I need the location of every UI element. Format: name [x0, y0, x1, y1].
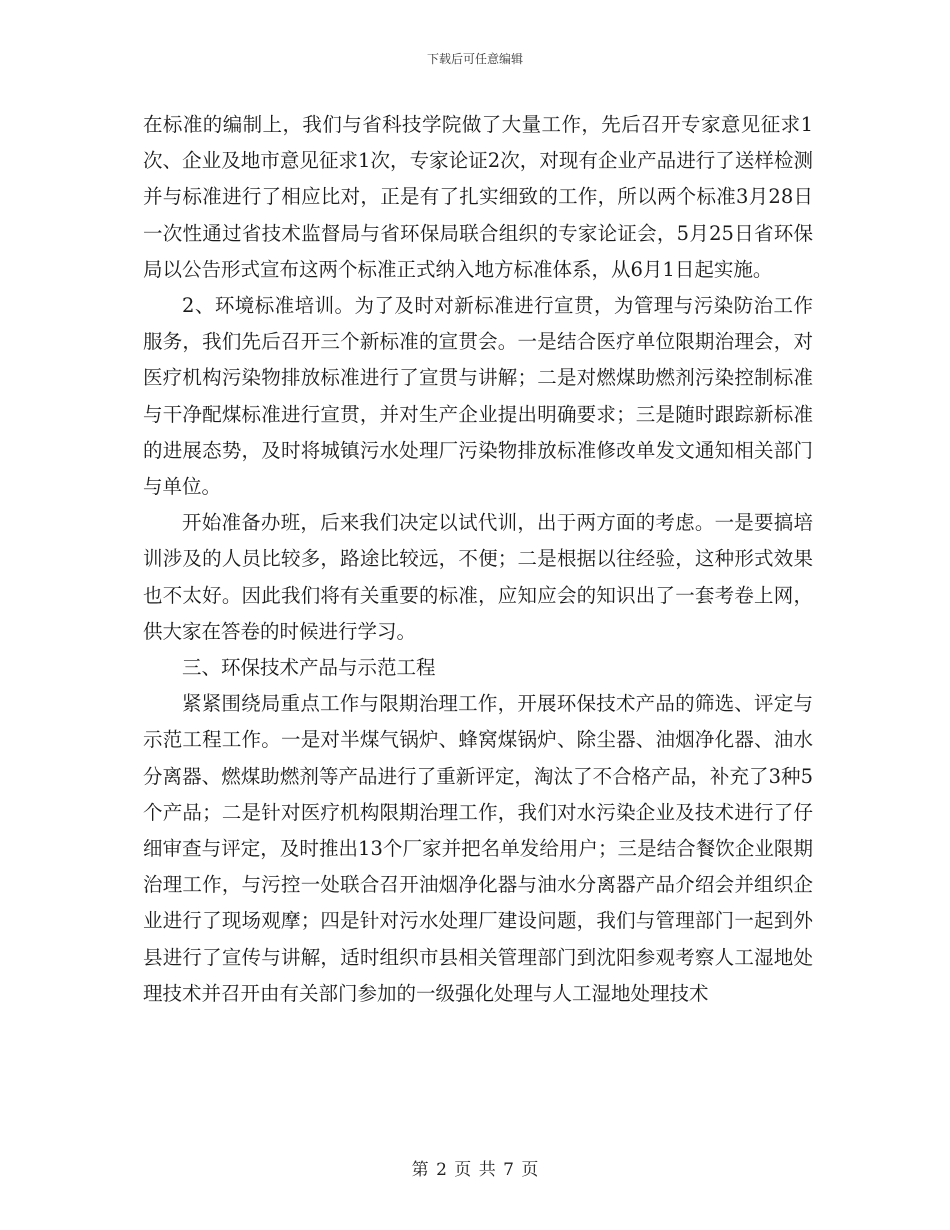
- section-heading: 三、环保技术产品与示范工程: [182, 656, 436, 680]
- paragraph-exam-training: 开始准备办班，后来我们决定以试代训，出于两方面的考虑。一是要搞培训涉及的人员比较多，路途比较远，不便；二是根据以往经验，这种形式效果也不太好。因此我们将有关重要的标准，应知应会的知识出了一套考卷上网，供大家在答卷的时候进行学习。: [143, 511, 813, 643]
- paragraph-standards-drafting: 在标准的编制上，我们与省科技学院做了大量工作，先后召开专家意见征求1次、企业及地市意见征求1次，专家论证2次，对现有企业产品进行了送样检测并与标准进行了相应比对，正是有了扎实细致的工作，所以两个标准3月28日一次性通过省技术监督局与省环保局联合组织的专家论证会，5月25日省环保局以公告形式宣布这两个标准正式纳入地方标准体系，从6月1日起实施。: [143, 113, 813, 281]
- page-number-footer: 第 2 页 共 7 页: [411, 1160, 539, 1180]
- paragraph-tech-products: 紧紧围绕局重点工作与限期治理工作，开展环保技术产品的筛选、评定与示范工程工作。一是对半煤气锅炉、蜂窝煤锅炉、除尘器、油烟净化器、油水分离器、燃煤助燃剂等产品进行了重新评定，淘汰了不合格产品，补充了3种5个产品；二是针对医疗机构限期治理工作，我们对水污染企业及技术进行了仔细审查与评定，及时推出13个厂家并把名单发给用户；三是结合餐饮企业限期治理工作，与污控一处联合召开油烟净化器与油水分离器产品介绍会并组织企业进行了现场观摩；四是针对污水处理厂建设问题，我们与管理部门一起到外县进行了宣传与讲解，适时组织市县相关管理部门到沈阳参观考察人工湿地处理技术并召开由有关部门参加的一级强化处理与人工湿地处理技术: [143, 692, 813, 1005]
- document-body: [143, 107, 813, 1012]
- header-note: 下载后可任意编辑: [426, 52, 523, 66]
- paragraph-standards-training: 2、环境标准培训。为了及时对新标准进行宣贯，为管理与污染防治工作服务，我们先后召开三个新标准的宣贯会。一是结合医疗单位限期治理会，对医疗机构污染物排放标准进行了宣贯与讲解；二是对燃煤助燃剂污染控制标准与干净配煤标准进行宣贯，并对生产企业提出明确要求；三是随时跟踪新标准的进展态势，及时将城镇污水处理厂污染物排放标准修改单发文通知相关部门与单位。: [143, 294, 813, 499]
